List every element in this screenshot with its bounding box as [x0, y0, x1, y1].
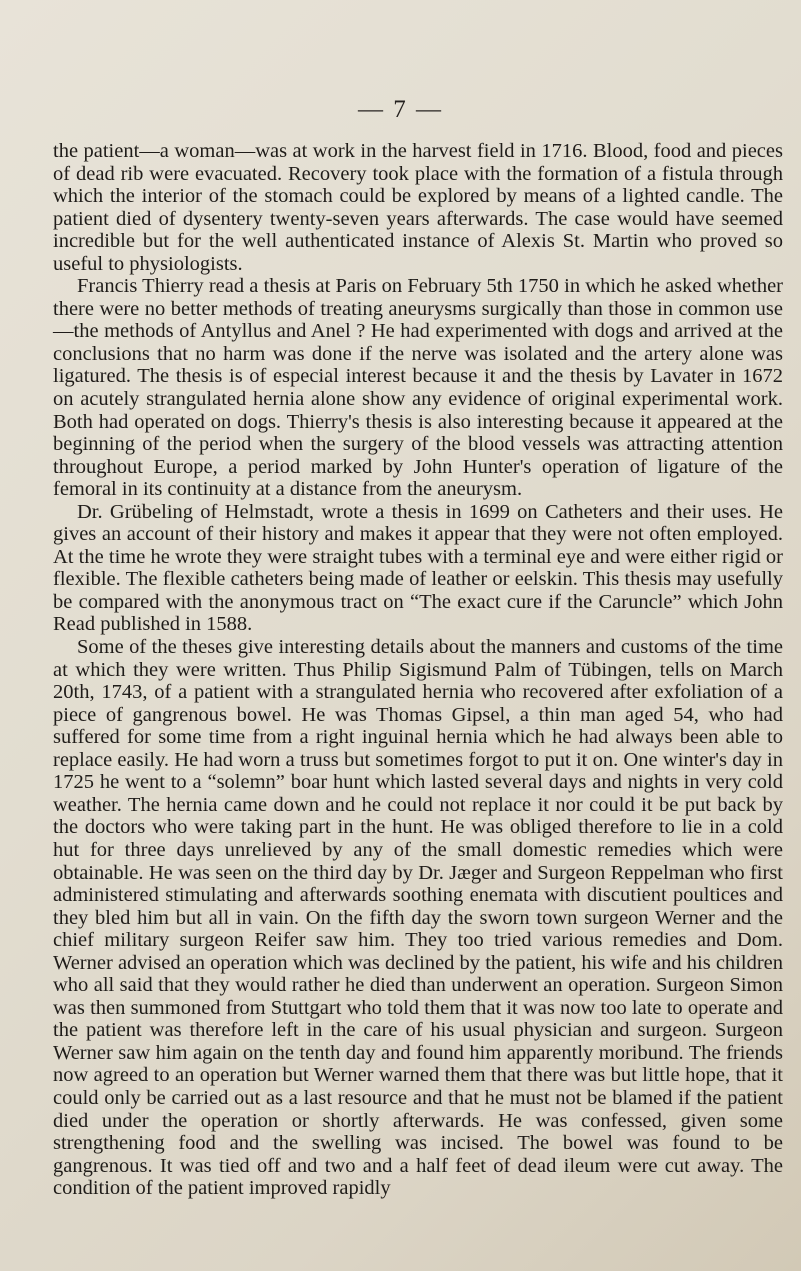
body-text: [53, 140, 783, 1200]
paragraph-grubeling: Dr. Grübeling of Helmstadt, wrote a thesis in 1699 on Catheters and their uses. He gives an account of their history and makes it appear that they were not often employed. At the time he wrote they were straight tubes with a terminal eye and were either rigid or flexible. The flexible catheters being made of leather or eelskin. This thesis may usefully be compared with the anonymous tract on “The exact cure if the Caruncle” which John Read published in 1588.: [53, 500, 783, 636]
page-number: — 7 —: [358, 96, 443, 123]
paragraph-thierry: Francis Thierry read a thesis at Paris on February 5th 1750 in which he asked whether there were no better methods of treating aneurysms surgically than those in common use—the methods of Antyllus and Anel ? He had experimented with dogs and arrived at the conclusions that no harm was done if the nerve was isolated and the artery alone was ligatured. The thesis is of especial interest because it and the thesis by Lavater in 1672 on acutely strangulated hernia alone show any evidence of original experimental work. Both had operated on dogs. Thierry's thesis is also interesting because it appeared at the beginning of the period when the surgery of the blood vessels was attracting attention throughout Europe, a period marked by John Hunter's operation of ligature of the femoral in its continuity at a distance from the aneurysm.: [53, 275, 783, 501]
paragraph-palm: Some of the theses give interesting details about the manners and customs of the time at which they were written. Thus Philip Sigismund Palm of Tübingen, tells on March 20th, 1743, of a patient with a strangulated hernia who recovered after exfoliation of a piece of gangrenous bowel. He was Thomas Gipsel, a thin man aged 54, who had suffered for some time from a right inguinal hernia which he had always been able to replace easily. He had worn a truss but sometimes forgot to put it on. One winter's day in 1725 he went to a “solemn” boar hunt which lasted several days and nights in very cold weather. The hernia came down and he could not replace it nor could it be put back by the doctors who were taking part in the hunt. He was obliged therefore to lie in a cold hut for three days unrelieved by any of the small domestic remedies which were obtainable. He was seen on the third day by Dr. Jæger and Surgeon Reppelman who first administered stimulating and afterwards soothing enemata with discutient poultices and they bled him but all in vain. On the fifth day the sworn town surgeon Werner and the chief military surgeon Reifer saw him. They too tried various remedies and Dom. Werner advised an operation which was declined by the patient, his wife and his children who all said that they would rather he died than underwent an operation. Surgeon Simon was then summoned from Stuttgart who told them that it was now too late to operate and the patient was therefore left in the care of his usual physician and surgeon. Surgeon Werner saw him again on the tenth day and found him apparently moribund. The friends now agreed to an operation but Werner warned them that there was but little hope, that it could only be carried out as a last resource and that he must not be blamed if the patient died under the operation or shortly afterwards. He was confessed, given some strengthening food and the swelling was incised. The bowel was found to be gangrenous. It was tied off and two and a half feet of dead ileum were cut away. The condition of the patient improved rapidly: [53, 636, 783, 1200]
paragraph-continuation: the patient—a woman—was at work in the harvest field in 1716. Blood, food and pieces of dead rib were evacuated. Recovery took place with the formation of a fistula through which the interior of the stomach could be explored by means of a lighted candle. The patient died of dysentery twenty-seven years afterwards. The case would have seemed incredible but for the well authenticated instance of Alexis St. Martin who proved so useful to physiologists.: [53, 140, 783, 275]
